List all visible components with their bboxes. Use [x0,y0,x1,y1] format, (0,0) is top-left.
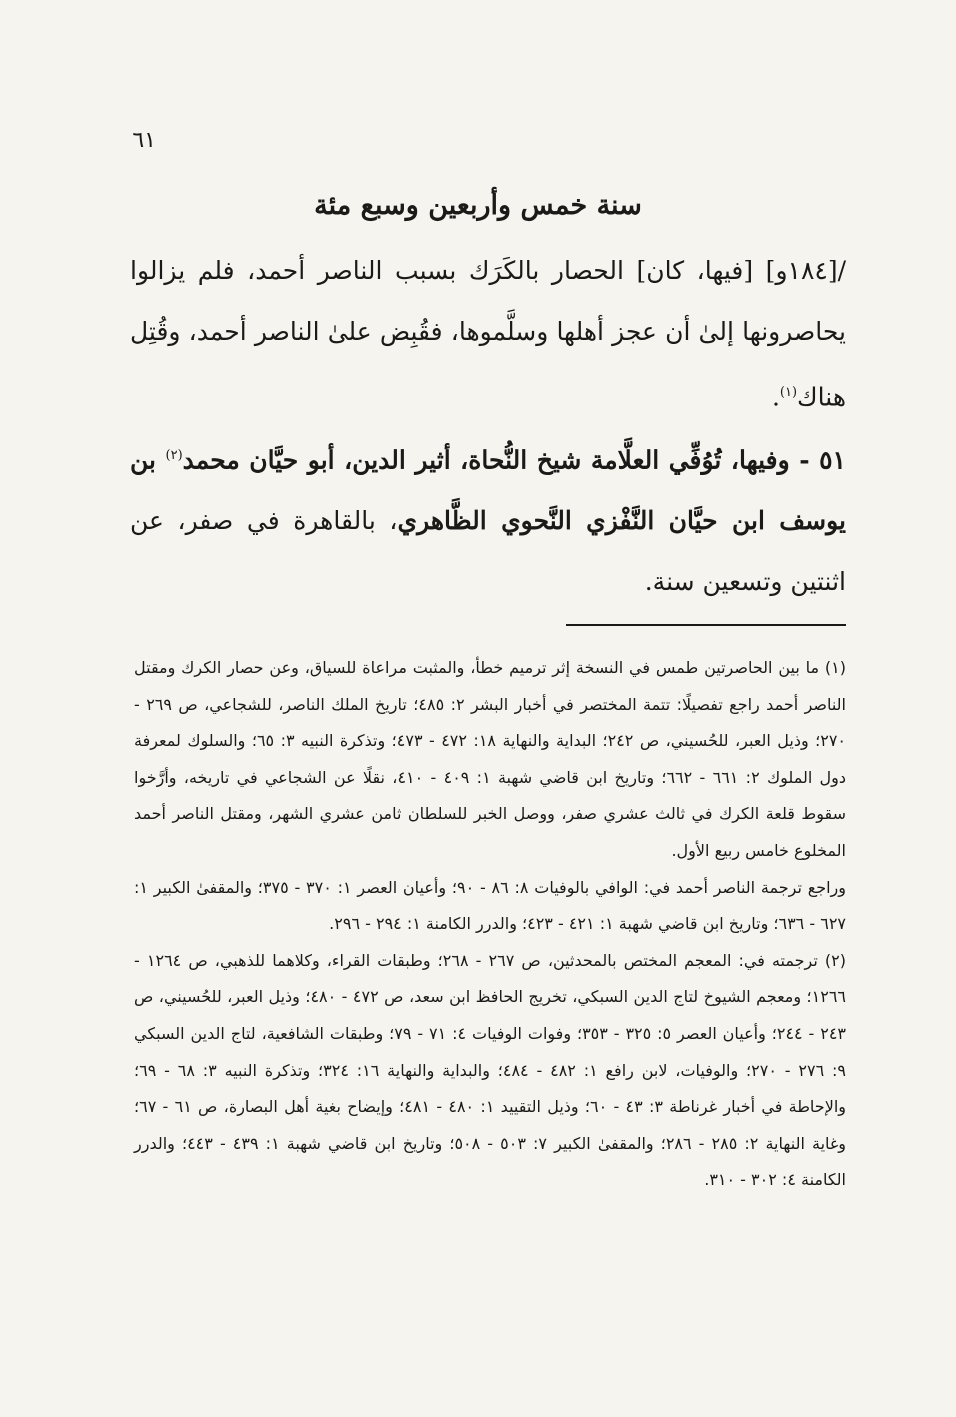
footnote-1-extra: وراجع ترجمة الناصر أحمد في: الوافي بالوفيات ٨: ٨٦ - ٩٠؛ وأعيان العصر ١: ٣٧٠ - ٣٧٥؛ والمقفىٰ الكبير ١: ٦٢٧ - ٦٣٦؛ وتاريخ ابن قاضي شهبة ١: ٤٢١ - ٤٢٣؛ والدرر الكامنة ١: ٢٩٤ - ٢٩٦. [134,877,847,934]
page-number: ٦١ [132,128,156,153]
footnote-2: (٢) ترجمته في: المعجم المختص بالمحدثين، ص ٢٦٧ - ٢٦٨؛ وطبقات القراء، وكلاهما للذهبي، ص ١٢٦٤ - ١٢٦٦؛ ومعجم الشيوخ لتاج الدين السبكي، تخريج الحافظ ابن سعد، ص ٤٧٢ - ٤٨٠؛ وذيل العبر، للحُسيني، ص ٢٤٣ - ٢٤٤؛ وأعيان العصر ٥: ٣٢٥ - ٣٥٣؛ وفوات الوفيات ٤: ٧١ - ٧٩؛ وطبقات الشافعية، لتاج الدين السبكي ٩: ٢٧٦ - ٢٧٠؛ والوفيات، لابن رافع ١: ٤٨٢ - ٤٨٤؛ والبداية والنهاية ١٦: ٣٢٤؛ وتذكرة النبيه ٣: ٦٨ - ٦٩؛ والإحاطة في أخبار غرناطة ٣: ٤٣ - ٦٠؛ وذيل التقييد ١: ٤٨٠ - ٤٨١؛ وإيضاح بغية أهل البصارة، ص ٦١ - ٦٧؛ وغاية النهاية ٢: ٢٨٥ - ٢٨٦؛ والمقفىٰ الكبير ٧: ٥٠٣ - ٥٠٨؛ وتاريخ ابن قاضي شهبة ١: ٤٣٩ - ٤٤٣؛ والدرر الكامنة ٤: ٣٠٢ - ٣١٠. [134,950,847,1190]
footnotes [134,650,846,1199]
entry-name: بن يوسف ابن حيَّان النَّفْزي النَّحوي الظَّاهري [130,445,846,536]
entry-rest: ، بالقاهرة في صفر، عن اثنتين وتسعين سنة. [130,506,846,597]
paragraph-end: . [771,382,780,412]
entry-lead: وفيها، تُوُفِّي العلَّامة شيخ النُّحاة، أثير الدين، أبو حيَّان محمد [182,445,790,475]
body-paragraph-1 [130,240,846,427]
body-paragraph-2 [130,425,846,612]
paragraph-text: /[١٨٤و] [فيها، كان] الحصار بالكَرَك بسبب الناصر أحمد، فلم يزالوا يحاصرونها إلىٰ أن عجز أهلها وسلَّموها، فقُبِض علىٰ الناصر أحمد، وقُتِل هناك [130,256,846,412]
footnote-1: (١) ما بين الحاصرتين طمس في النسخة إثر ترميم خطأ، والمثبت مراعاة للسياق، وعن حصار الكرك ومقتل الناصر أحمد راجع تفصيلًا: تتمة المختصر في أخبار البشر ٢: ٤٨٥؛ تاريخ الملك الناصر، للشجاعي، ص ٢٦٩ - ٢٧٠؛ وذيل العبر، للحُسيني، ص ٢٤٢؛ البداية والنهاية ١٨: ٤٧٢ - ٤٧٣؛ وتذكرة النبيه ٣: ٦٥؛ والسلوك لمعرفة دول الملوك ٢: ٦٦١ - ٦٦٢؛ وتاريخ ابن قاضي شهبة ١: ٤٠٩ - ٤١٠، نقلًا عن الشجاعي في تاريخه، وأرَّخوا سقوط قلعة الكرك في ثالث عشري صفر، ووصل الخبر للسلطان ثامن عشري الشهر، ومقتل الناصر أحمد المخلوع خامس ربيع الأول. [134,658,847,860]
chapter-title: سنة خمس وأربعين وسبع مئة [314,190,642,221]
footnote-ref-1[interactable]: (١) [779,385,798,400]
footnote-divider [566,624,846,626]
footnote-ref-2[interactable]: (٢) [165,448,183,463]
entry-number: ٥١ - [789,445,846,475]
